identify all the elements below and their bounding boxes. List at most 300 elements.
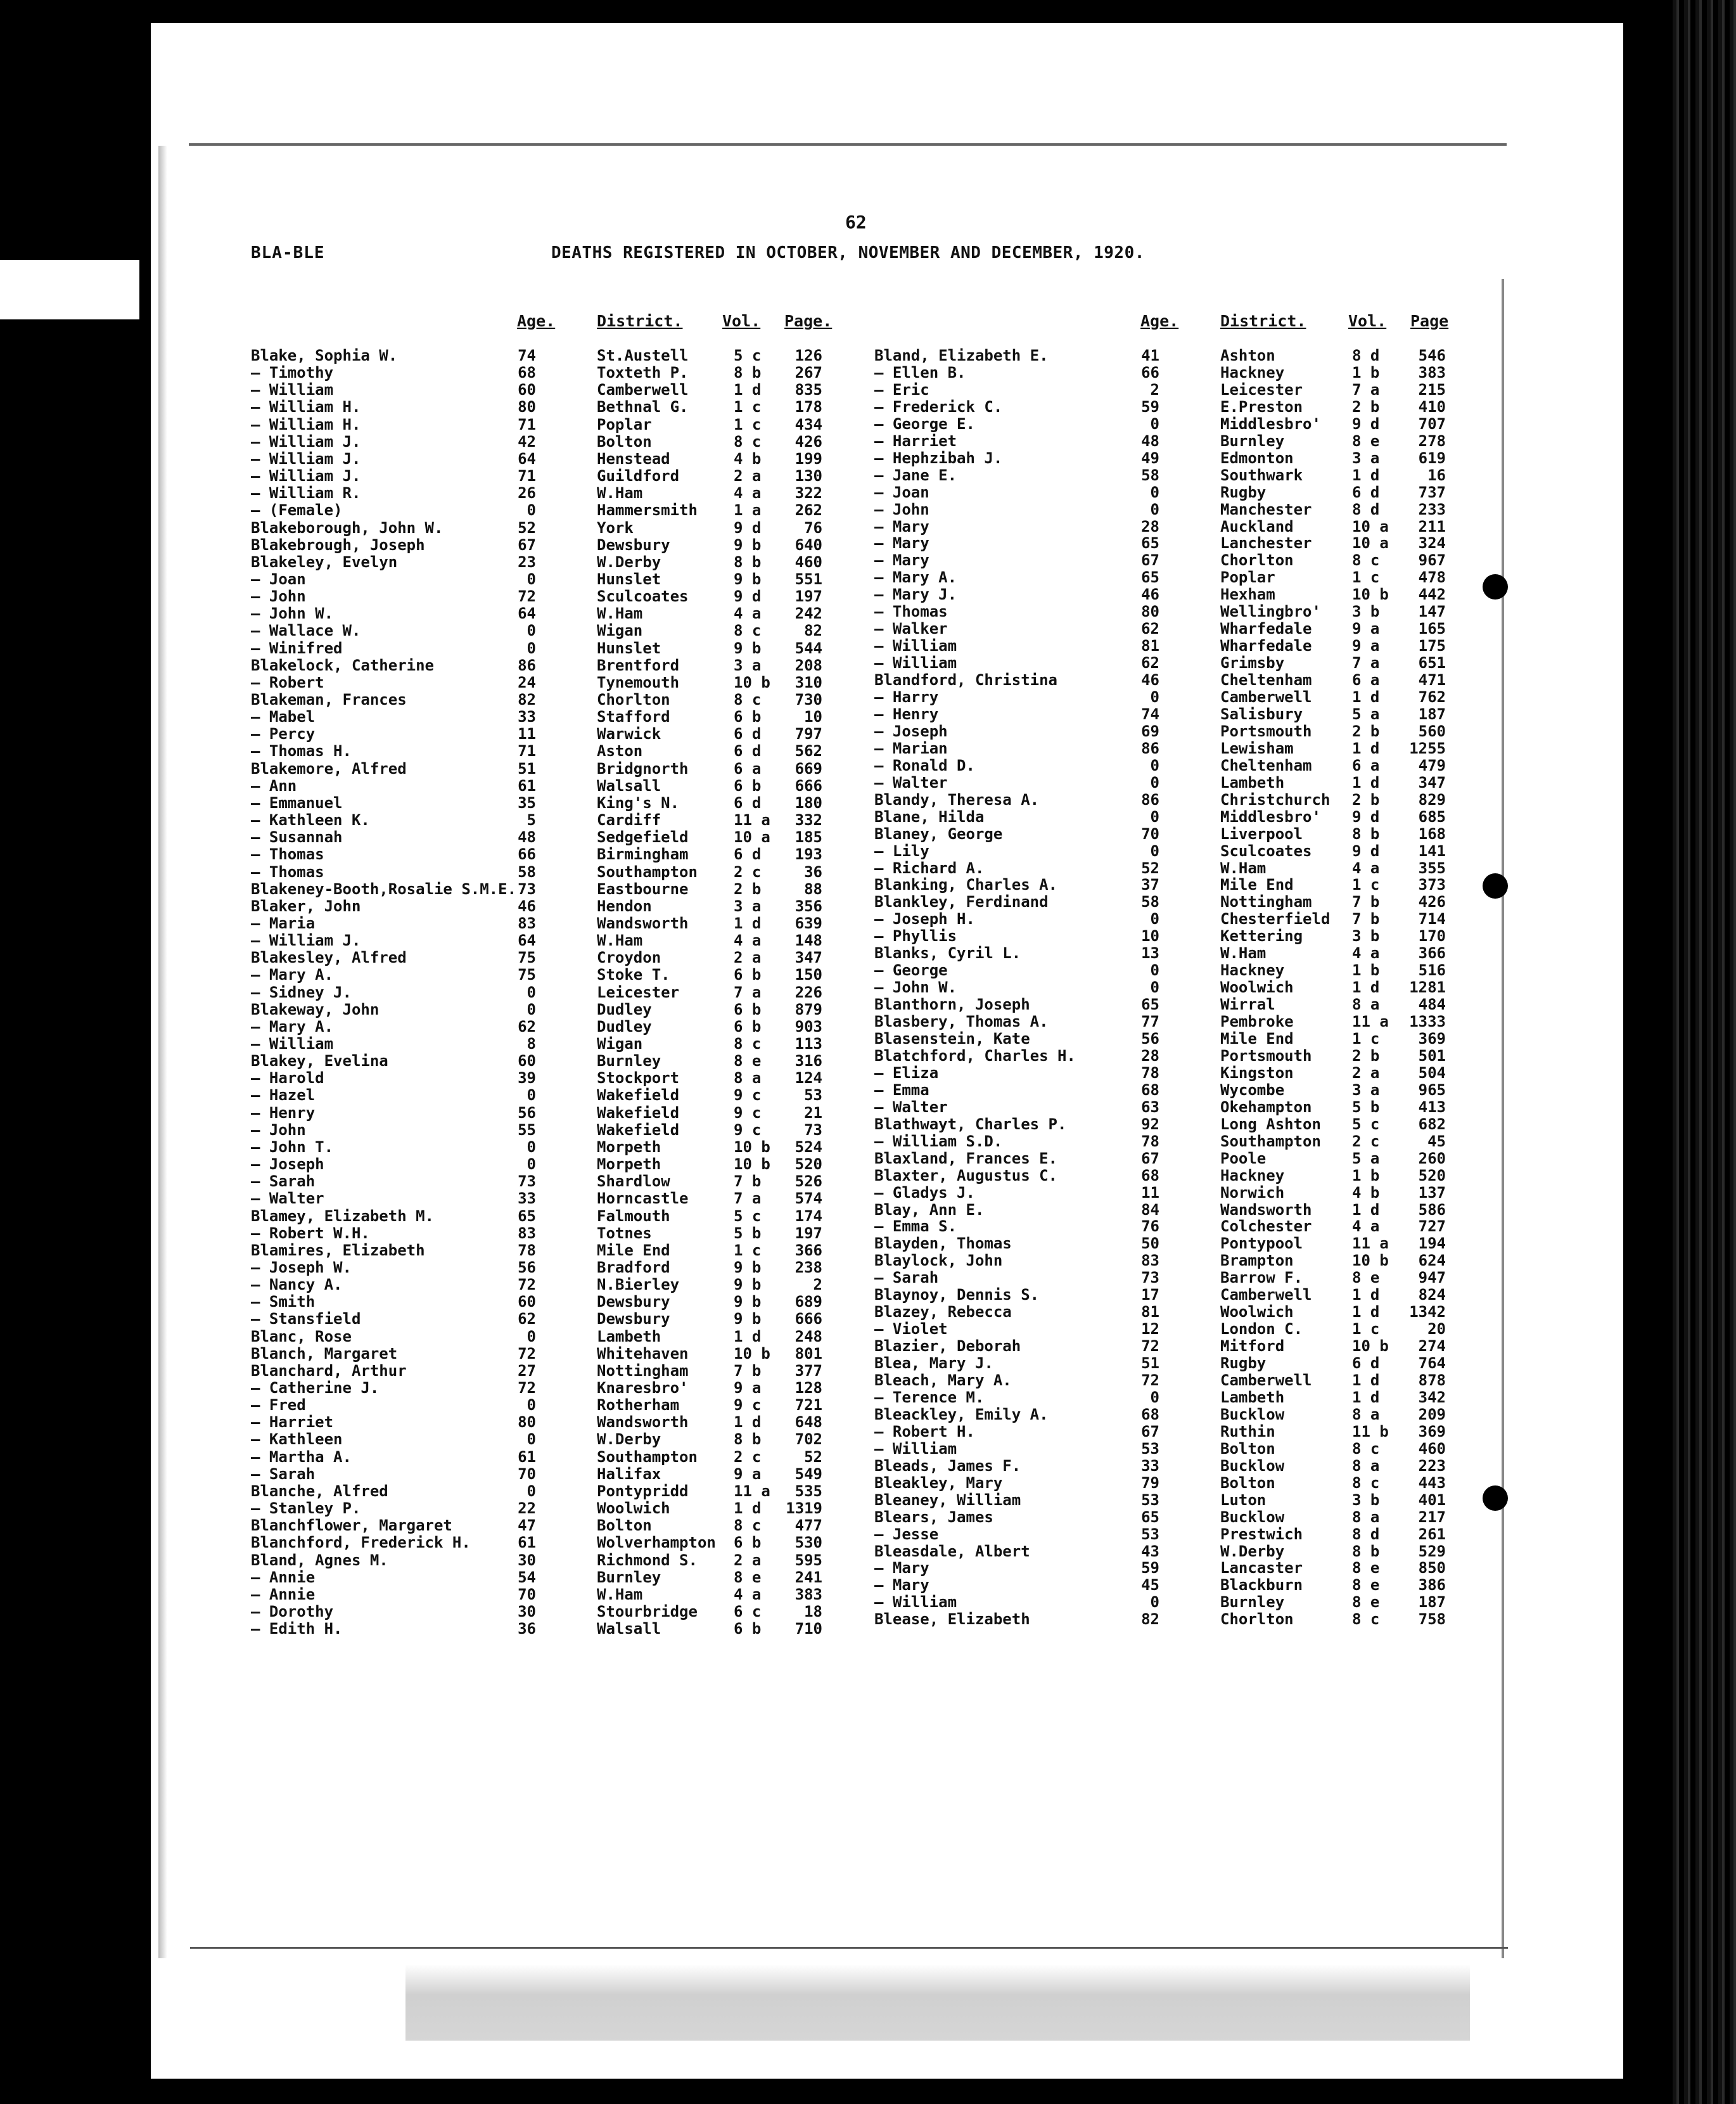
entry-age: 67 xyxy=(1141,551,1159,570)
entry-volume: 8 e xyxy=(1352,432,1380,450)
entry-volume: 1 c xyxy=(1352,876,1380,894)
entry-name: — Joseph H. xyxy=(874,910,975,928)
entry-name: Blake, Sophia W. xyxy=(251,347,398,364)
entry-age: 78 xyxy=(1141,1132,1159,1150)
entry-volume: 5 c xyxy=(734,347,762,364)
entry-district: Bolton xyxy=(1220,1439,1275,1458)
entry-name: — Mary xyxy=(874,1576,929,1594)
entry-name: Blakey, Evelina xyxy=(251,1052,388,1070)
entry-district: Poplar xyxy=(597,415,652,433)
page-header: Page xyxy=(1410,312,1449,330)
entry-age: 30 xyxy=(518,1602,536,1620)
entry-district: Portsmouth xyxy=(1220,1046,1312,1065)
entry-page: 442 xyxy=(1418,586,1446,604)
entry-volume: 6 b xyxy=(734,966,762,984)
entry-age: 56 xyxy=(518,1258,536,1276)
entry-name: — Violet xyxy=(874,1320,948,1338)
entry-page: 850 xyxy=(1418,1559,1446,1577)
entry-volume: 1 b xyxy=(1352,1166,1380,1184)
entry-page: 413 xyxy=(1418,1098,1446,1116)
entry-name: — Sarah xyxy=(251,1465,316,1483)
entry-page: 170 xyxy=(1418,927,1446,946)
entry-district: Warwick xyxy=(597,725,661,743)
entry-volume: 8 e xyxy=(1352,1559,1380,1577)
district-header: District. xyxy=(597,312,683,330)
entry-name: Blanchford, Frederick H. xyxy=(251,1534,471,1552)
entry-page: 619 xyxy=(1418,449,1446,467)
entry-page: 530 xyxy=(795,1534,822,1552)
entry-volume: 1 d xyxy=(1352,1200,1380,1219)
entry-name: — Frederick C. xyxy=(874,397,1003,416)
entry-age: 75 xyxy=(518,966,536,984)
entry-page: 586 xyxy=(1418,1200,1446,1219)
entry-page: 347 xyxy=(1418,773,1446,792)
entry-district: Salisbury xyxy=(1220,705,1303,723)
entry-age: 0 xyxy=(1150,978,1159,997)
entry-name: Bland, Elizabeth E. xyxy=(874,347,1049,364)
entry-volume: 7 a xyxy=(1352,380,1380,399)
entry-age: 68 xyxy=(1141,1081,1159,1099)
entry-volume: 10 a xyxy=(1352,534,1389,553)
entry-page: 261 xyxy=(1418,1525,1446,1543)
entry-volume: 1 d xyxy=(734,381,762,399)
entry-age: 70 xyxy=(1141,824,1159,843)
entry-district: Richmond S. xyxy=(597,1551,698,1569)
entry-volume: 8 b xyxy=(734,553,762,571)
entry-volume: 2 a xyxy=(734,467,762,485)
entry-page: 574 xyxy=(795,1190,822,1208)
punch-hole-icon xyxy=(1483,1485,1508,1511)
entry-page: 551 xyxy=(795,570,822,588)
entry-age: 10 xyxy=(1141,927,1159,946)
entry-age: 86 xyxy=(1141,790,1159,809)
entry-name: — Emmanuel xyxy=(251,793,343,812)
entry-page: 369 xyxy=(1418,1030,1446,1048)
entry-age: 68 xyxy=(1141,1405,1159,1423)
entry-age: 50 xyxy=(1141,1235,1159,1253)
entry-page: 727 xyxy=(1418,1217,1446,1236)
entry-name: — Hephzibah J. xyxy=(874,449,1003,467)
entry-page: 426 xyxy=(795,432,822,451)
entry-district: Liverpool xyxy=(1220,824,1303,843)
entry-district: Blackburn xyxy=(1220,1576,1303,1594)
entry-name: — Terence M. xyxy=(874,1388,985,1406)
entry-age: 70 xyxy=(518,1585,536,1603)
entry-district: Brampton xyxy=(1220,1252,1294,1270)
entry-page: 737 xyxy=(1418,483,1446,501)
entry-volume: 5 b xyxy=(734,1224,762,1242)
entry-age: 0 xyxy=(1150,842,1159,860)
vol-header: Vol. xyxy=(722,312,761,330)
entry-page: 669 xyxy=(795,759,822,778)
entry-volume: 8 c xyxy=(1352,1439,1380,1458)
entry-district: Stourbridge xyxy=(597,1602,698,1620)
entry-district: Luton xyxy=(1220,1491,1267,1509)
entry-page: 824 xyxy=(1418,1286,1446,1304)
entry-name: Blakeney-Booth,Rosalie S.M.E. xyxy=(251,880,517,898)
entry-volume: 9 d xyxy=(1352,842,1380,860)
entry-name: — Ann xyxy=(251,776,297,795)
entry-district: Burnley xyxy=(597,1052,661,1070)
entry-volume: 8 a xyxy=(1352,1456,1380,1475)
entry-age: 46 xyxy=(518,897,536,915)
entry-district: Wakefield xyxy=(597,1120,680,1139)
entry-page: 477 xyxy=(795,1517,822,1535)
entry-page: 278 xyxy=(1418,432,1446,450)
entry-page: 76 xyxy=(804,518,822,537)
entry-district: Christchurch xyxy=(1220,790,1331,809)
entry-age: 60 xyxy=(518,1293,536,1311)
entry-age: 0 xyxy=(527,622,536,640)
entry-name: — Kathleen xyxy=(251,1430,343,1449)
entry-page: 10 xyxy=(804,708,822,726)
entry-name: — Fred xyxy=(251,1396,306,1414)
entry-age: 73 xyxy=(518,880,536,898)
entry-page: 529 xyxy=(1418,1542,1446,1560)
punch-hole-icon xyxy=(1483,873,1508,899)
entry-volume: 8 d xyxy=(1352,347,1380,364)
entry-district: Aston xyxy=(597,742,643,760)
entry-page: 193 xyxy=(795,845,822,864)
entry-age: 81 xyxy=(1141,637,1159,655)
entry-age: 0 xyxy=(1150,961,1159,980)
entry-name: — Mabel xyxy=(251,708,316,726)
entry-age: 74 xyxy=(518,347,536,364)
entry-name: Bland, Agnes M. xyxy=(251,1551,388,1569)
entry-district: Chorlton xyxy=(597,691,670,709)
entry-age: 62 xyxy=(1141,620,1159,638)
entry-age: 83 xyxy=(518,1224,536,1242)
entry-page: 178 xyxy=(795,398,822,416)
entry-name: — William xyxy=(874,1439,957,1458)
entry-name: Blaxter, Augustus C. xyxy=(874,1166,1057,1184)
entry-volume: 1 c xyxy=(1352,568,1380,587)
entry-page: 410 xyxy=(1418,397,1446,416)
entry-district: Woolwich xyxy=(597,1499,670,1518)
entry-age: 75 xyxy=(518,949,536,967)
entry-volume: 1 c xyxy=(1352,1030,1380,1048)
entry-district: Dewsbury xyxy=(597,536,670,554)
entry-page: 762 xyxy=(1418,688,1446,706)
entry-district: Croydon xyxy=(597,949,661,967)
entry-page: 373 xyxy=(1418,876,1446,894)
entry-name: — John T. xyxy=(251,1138,334,1156)
entry-volume: 10 b xyxy=(1352,1337,1389,1356)
entry-age: 33 xyxy=(1141,1456,1159,1475)
entry-volume: 8 b xyxy=(734,1430,762,1449)
entry-page: 562 xyxy=(795,742,822,760)
entry-name: — Sidney J. xyxy=(251,983,352,1001)
entry-age: 52 xyxy=(1141,859,1159,877)
entry-volume: 1 d xyxy=(734,1413,762,1432)
entry-district: Edmonton xyxy=(1220,449,1294,467)
entry-district: Wharfedale xyxy=(1220,637,1312,655)
entry-district: W.Ham xyxy=(1220,859,1267,877)
entry-volume: 7 a xyxy=(734,983,762,1001)
entry-page: 322 xyxy=(795,484,822,503)
entry-district: Brentford xyxy=(597,656,680,674)
entry-age: 36 xyxy=(518,1620,536,1638)
entry-age: 64 xyxy=(518,932,536,950)
entry-age: 92 xyxy=(1141,1115,1159,1133)
entry-volume: 3 a xyxy=(734,656,762,674)
entry-name: — Robert W.H. xyxy=(251,1224,370,1242)
entry-page: 947 xyxy=(1418,1269,1446,1287)
entry-district: Bradford xyxy=(597,1258,670,1276)
entry-age: 81 xyxy=(1141,1303,1159,1321)
entry-volume: 8 b xyxy=(1352,824,1380,843)
entry-district: Bucklow xyxy=(1220,1508,1285,1526)
entry-page: 383 xyxy=(795,1585,822,1603)
entry-volume: 10 b xyxy=(734,673,770,691)
entry-age: 54 xyxy=(518,1568,536,1586)
entry-district: Bucklow xyxy=(1220,1405,1285,1423)
entry-age: 69 xyxy=(1141,722,1159,740)
entry-district: Southwark xyxy=(1220,466,1303,484)
entry-volume: 2 b xyxy=(1352,790,1380,809)
entry-district: Hammersmith xyxy=(597,501,698,520)
entry-district: London C. xyxy=(1220,1320,1303,1338)
entry-page: 797 xyxy=(795,725,822,743)
entry-page: 516 xyxy=(1418,961,1446,980)
entry-volume: 8 c xyxy=(734,432,762,451)
entry-page: 560 xyxy=(1418,722,1446,740)
entry-page: 180 xyxy=(795,793,822,812)
entry-age: 59 xyxy=(1141,1559,1159,1577)
entry-volume: 1 d xyxy=(1352,773,1380,792)
entry-age: 66 xyxy=(518,845,536,864)
entry-volume: 6 d xyxy=(734,742,762,760)
entry-name: Blayden, Thomas xyxy=(874,1235,1012,1253)
entry-volume: 4 a xyxy=(734,484,762,503)
entry-name: Blamires, Elizabeth xyxy=(251,1241,425,1259)
entry-age: 65 xyxy=(518,1207,536,1225)
entry-district: Wellingbro' xyxy=(1220,603,1321,621)
entry-name: — Ellen B. xyxy=(874,363,966,382)
entry-name: — John xyxy=(251,587,306,606)
entry-district: Barrow F. xyxy=(1220,1269,1303,1287)
entry-name: Blanthorn, Joseph xyxy=(874,996,1030,1014)
entry-district: Mile End xyxy=(1220,876,1294,894)
entry-page: 1255 xyxy=(1409,739,1446,757)
entry-name: Bleakley, Mary xyxy=(874,1473,1003,1492)
top-page-edge xyxy=(189,143,1507,146)
bottom-page-edge xyxy=(190,1947,1508,1949)
entry-volume: 2 a xyxy=(1352,1063,1380,1082)
entry-district: Camberwell xyxy=(1220,1286,1312,1304)
entry-district: Bridgnorth xyxy=(597,759,689,778)
entry-page: 16 xyxy=(1427,466,1446,484)
entry-volume: 2 c xyxy=(734,1447,762,1466)
entry-page: 53 xyxy=(804,1086,822,1105)
entry-district: Prestwich xyxy=(1220,1525,1303,1543)
entry-district: Nottingham xyxy=(597,1361,689,1380)
entry-volume: 9 c xyxy=(734,1120,762,1139)
entry-district: King's N. xyxy=(597,793,680,812)
entry-name: Blasbery, Thomas A. xyxy=(874,1013,1049,1031)
entry-name: Bleackley, Emily A. xyxy=(874,1405,1049,1423)
entry-name: — Harriet xyxy=(251,1413,334,1432)
entry-age: 47 xyxy=(518,1517,536,1535)
entry-district: Hackney xyxy=(1220,1166,1285,1184)
entry-name: Blandy, Theresa A. xyxy=(874,790,1040,809)
entry-page: 262 xyxy=(795,501,822,520)
entry-volume: 1 c xyxy=(1352,1320,1380,1338)
entry-age: 53 xyxy=(1141,1439,1159,1458)
entry-district: Bolton xyxy=(1220,1473,1275,1492)
age-header: Age. xyxy=(517,312,556,330)
entry-volume: 4 a xyxy=(734,1585,762,1603)
entry-page: 187 xyxy=(1418,1593,1446,1612)
entry-volume: 1 d xyxy=(1352,1388,1380,1406)
entry-district: Wharfedale xyxy=(1220,620,1312,638)
index-range-code: BLA-BLE xyxy=(251,243,325,262)
entry-name: — Emma S. xyxy=(874,1217,957,1236)
column-rule xyxy=(1502,279,1504,1958)
entry-age: 64 xyxy=(518,449,536,468)
entry-age: 71 xyxy=(518,467,536,485)
entry-name: — Catherine J. xyxy=(251,1379,380,1397)
entry-page: 18 xyxy=(804,1602,822,1620)
entry-volume: 8 b xyxy=(1352,1542,1380,1560)
entry-age: 72 xyxy=(1141,1371,1159,1389)
entry-name: Blanchflower, Margaret xyxy=(251,1517,452,1535)
entry-age: 11 xyxy=(1141,1183,1159,1202)
entry-volume: 4 b xyxy=(1352,1183,1380,1202)
entry-volume: 9 a xyxy=(734,1465,762,1483)
entry-age: 58 xyxy=(1141,466,1159,484)
entry-page: 710 xyxy=(795,1620,822,1638)
entry-district: Stoke T. xyxy=(597,966,670,984)
entry-volume: 10 b xyxy=(1352,1252,1389,1270)
film-edge-tab xyxy=(0,260,139,319)
entry-name: — Mary xyxy=(874,534,929,553)
entry-name: Blazey, Rebecca xyxy=(874,1303,1012,1321)
entry-volume: 10 a xyxy=(734,828,770,847)
entry-page: 369 xyxy=(1418,1422,1446,1440)
entry-district: Lewisham xyxy=(1220,739,1294,757)
entry-page: 386 xyxy=(1418,1576,1446,1594)
entry-age: 78 xyxy=(518,1241,536,1259)
entry-page: 274 xyxy=(1418,1337,1446,1356)
entry-name: — Richard A. xyxy=(874,859,985,877)
entry-age: 41 xyxy=(1141,347,1159,364)
entry-page: 829 xyxy=(1418,790,1446,809)
entry-district: Rugby xyxy=(1220,1354,1267,1373)
entry-age: 86 xyxy=(1141,739,1159,757)
entry-district: Mile End xyxy=(597,1241,670,1259)
entry-page: 238 xyxy=(795,1258,822,1276)
entry-district: Southampton xyxy=(1220,1132,1321,1150)
entry-name: — Henry xyxy=(874,705,939,723)
entry-age: 0 xyxy=(1150,910,1159,928)
entry-page: 209 xyxy=(1418,1405,1446,1423)
entry-age: 48 xyxy=(1141,432,1159,450)
entry-district: Chorlton xyxy=(1220,551,1294,570)
entry-age: 28 xyxy=(1141,517,1159,536)
entry-name: — Thomas xyxy=(251,845,324,864)
entry-volume: 7 b xyxy=(734,1172,762,1191)
entry-page: 965 xyxy=(1418,1081,1446,1099)
entry-name: Blatchford, Charles H. xyxy=(874,1046,1076,1065)
entry-page: 20 xyxy=(1427,1320,1446,1338)
entry-volume: 8 c xyxy=(1352,551,1380,570)
entry-district: Colchester xyxy=(1220,1217,1312,1236)
scan-smudge xyxy=(405,1965,1470,2041)
entry-volume: 2 b xyxy=(1352,397,1380,416)
entry-name: — Harold xyxy=(251,1069,324,1087)
entry-age: 53 xyxy=(1141,1525,1159,1543)
entry-age: 30 xyxy=(518,1551,536,1569)
entry-page: 130 xyxy=(795,467,822,485)
entry-age: 72 xyxy=(518,587,536,606)
entry-district: Henstead xyxy=(597,449,670,468)
entry-district: Bolton xyxy=(597,1517,652,1535)
entry-age: 62 xyxy=(518,1310,536,1328)
entry-name: Blease, Elizabeth xyxy=(874,1610,1030,1629)
entry-page: 426 xyxy=(1418,893,1446,911)
entry-page: 36 xyxy=(804,863,822,881)
entry-volume: 8 a xyxy=(1352,1405,1380,1423)
entry-volume: 1 c xyxy=(734,1241,762,1259)
entry-age: 46 xyxy=(1141,671,1159,690)
entry-age: 72 xyxy=(518,1344,536,1363)
entry-age: 39 xyxy=(518,1069,536,1087)
entry-volume: 7 b xyxy=(734,1361,762,1380)
entry-page: 721 xyxy=(795,1396,822,1414)
entry-age: 65 xyxy=(1141,996,1159,1014)
entry-page: 233 xyxy=(1418,500,1446,518)
entry-volume: 6 d xyxy=(1352,483,1380,501)
entry-page: 878 xyxy=(1418,1371,1446,1389)
entry-name: — William H. xyxy=(251,398,361,416)
entry-volume: 1 d xyxy=(1352,978,1380,997)
vol-header: Vol. xyxy=(1348,312,1387,330)
entry-page: 479 xyxy=(1418,756,1446,774)
entry-volume: 6 b xyxy=(734,1620,762,1638)
entry-name: — George E. xyxy=(874,414,975,433)
entry-district: Bolton xyxy=(597,432,652,451)
entry-age: 0 xyxy=(527,1396,536,1414)
entry-age: 0 xyxy=(1150,500,1159,518)
entry-volume: 8 d xyxy=(1352,1525,1380,1543)
entry-age: 65 xyxy=(1141,1508,1159,1526)
entry-age: 26 xyxy=(518,484,536,503)
entry-volume: 3 b xyxy=(1352,603,1380,621)
entry-name: Blears, James xyxy=(874,1508,993,1526)
entry-volume: 10 b xyxy=(1352,586,1389,604)
entry-district: Morpeth xyxy=(597,1138,661,1156)
entry-volume: 10 a xyxy=(1352,517,1389,536)
entry-age: 80 xyxy=(1141,603,1159,621)
entry-name: Blaylock, John xyxy=(874,1252,1003,1270)
entry-page: 2 xyxy=(813,1276,822,1294)
entry-name: — Robert xyxy=(251,673,324,691)
entry-age: 66 xyxy=(1141,363,1159,382)
entry-page: 187 xyxy=(1418,705,1446,723)
entry-district: Pontypool xyxy=(1220,1235,1303,1253)
entry-volume: 11 a xyxy=(1352,1235,1389,1253)
entry-page: 52 xyxy=(804,1447,822,1466)
entry-district: Sculcoates xyxy=(597,587,689,606)
entry-name: — William S.D. xyxy=(874,1132,1003,1150)
entry-name: Blandford, Christina xyxy=(874,671,1057,690)
entry-district: Burnley xyxy=(1220,432,1285,450)
left-page-edge xyxy=(158,146,167,1958)
entry-district: Ruthin xyxy=(1220,1422,1275,1440)
entry-volume: 6 d xyxy=(734,845,762,864)
entry-name: — Walter xyxy=(874,1098,948,1116)
